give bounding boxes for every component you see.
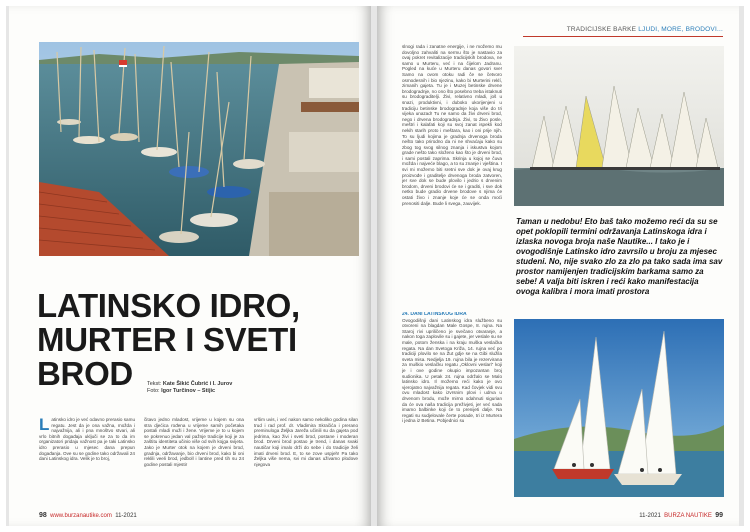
page-number-right: 99 [715, 512, 723, 519]
header-rule [523, 36, 723, 37]
magazine-name: BURZA NAUTIKE [664, 513, 712, 519]
page-number-left: 98 [39, 512, 47, 519]
section-subhead: 24. DANI LATINSKOG IDRA [402, 312, 467, 317]
right-body-text-bottom: Ovogodišnji dani Latinskog idra službeno su otvoreni na blagdan Male Gospe, 8. rujna. Na Staroj rivi upriličeno je svečano otvaranje, a nakon toga zaplovile su i gajete, jer veslale su se male, potom ženska i na kraju muška veslačka regata. Na dan Svetoga Križa, 14. rujna već po tradiciji plovilo se na Žut gdje se na Gibi služila sveta misa. Nedjelja 19. rujna bila je rezervirana za muškio veslačku regatu „Oklovni veslari" koji je i ove godine okupio impozantan broj sudionika. U petak 24. rujna održalo se Malo latinsko idro. Il možemo reći kako je ovo vjerojatno najvažnija regata. Kad čovjek vidi svu ovu mladost kako izvrsnim plovi i udrva u drvenom brodu, može mirno odahnuti sigurian da će ova naša tradicija preživjeti, jer već sada imamo balbinke koji će to prenijeti dalje. Na regati su sudjelovale čerte posade, tri iz Murtera i jedna iz Betina. Pobjednici su [402, 317, 502, 424]
title-line-3: BROD [37, 355, 133, 392]
sailboats-photo [514, 319, 724, 497]
harbor-photo [39, 42, 359, 256]
site-url: www.burzanautike.com [50, 513, 112, 519]
right-body-column-bottom [402, 312, 502, 507]
title-line-2: MURTER I SVETI [37, 321, 297, 358]
body-column-1 [39, 417, 135, 512]
body-column-3 [254, 417, 358, 512]
section-name: TRADICIJSKE BARKE [566, 26, 637, 33]
title-line-1: LATINSKO IDRO, [37, 287, 300, 324]
issue-right: 11-2021 [639, 513, 661, 519]
left-page [9, 6, 371, 526]
text-credit-authors: Kate Šikić Čubrić i I. Jurov [162, 381, 233, 387]
right-folio [639, 512, 723, 519]
body-column-2 [144, 417, 244, 512]
photo-credit-label: Foto: [147, 388, 160, 394]
pull-quote: Taman u nedobu! Eto baš tako možemo reći da su se opet poklopili termini održavanja Latinskoga idra i izlaska novoga broja naše Nautike... I tako je i ovogodišnje Latinsko idro zavrsilo u broju za mjesec studeni. No, nije svako zlo za zlo pa tako sada ima sav prostor namijenjen tradicijskim barkama samo za sebe! A valja biti iskren i reći kako manifestacija ovoga kalibra i mora imati prostora [516, 217, 723, 296]
right-body-column [402, 44, 502, 308]
regatta-photo [514, 46, 724, 206]
body-text-2: čitavo jedno mladost, vrijeme u kojem su ona stra djećica rođena u vrijeme samih početaka postali mladi muži i žene. Vrijeme je to u kojem se pokrenuo jedan val pažnje tradicije koji je za zaštitu identiteta učinio više od svih kojga svijeta. Jako je Murter otok na kojem je drveni brod, gradnja, održavanje, bio drveni brod, kako bi oni reklili veeli brod, jedboll i lantine pred tih su 24 godine postali mjestir [144, 417, 244, 467]
article-title [37, 289, 367, 391]
section-header [567, 26, 723, 33]
text-credit-label: Tekst: [147, 381, 162, 387]
photo-credit-authors: Igor Turčinov – Stijic [161, 388, 216, 394]
body-text-1: atinsko idro je već odavno prerasio samu regatu. Jest da je ona važna, možda i najvažnija, ali i pna mnoštvo stvari, ali vrlo bitnih događaja uključi se za to da im organizatori pridaju važnost pa je taki Latinsko idro prerasio u mjesec dana prepun događanja. Ove su se godine tako održavali 24 dani Latinskog idra. Velik je to broj, [39, 417, 135, 462]
magazine-spread [6, 6, 744, 526]
left-folio [39, 512, 137, 519]
article-credits [147, 381, 232, 395]
section-subtitle: LJUDI, MORE, BRODOVI... [638, 26, 723, 33]
drop-cap: L [39, 417, 50, 434]
right-page [377, 6, 739, 526]
issue-left: 11-2021 [115, 513, 137, 519]
body-text-3: vršim uvis, i već nakon samo nekoliko godina silan trud i rad prof. dr. Vladimira Skračića i prerano preminuloga Željka Jareža učinili su da gajeta pod jedrima, kao živi i sveti brod, postane i moderan brod. Drveni brod postao je trend, i danas svaki nautičar koji imalo drži do sebe i do tradicije želi imati drveni brod. E, to se zove uspjeh! Pa tako Željka više nema, svi mi danas uživamo plodove njegova [254, 417, 358, 467]
right-body-text-top: slnogi rada i zanatne energije, i ne možemo mu dovoljno zahvaliti na sermu što je nastavio za ovaj pokret revitalizacije tradicijskih brodova, ne samo u Murteru, već i na čijelom Jadranu. Pogled na kuće u Murteru danas govori sve! Samo na ovom otoku radi če se četvoro osmodesnih i bio njezinu, kako bi Murterini reklí, zimanih gajeta. Tu je i Muzej betinske drvene brodogradnje, no ono što posebno treba istaknuti su brodograditelji. Živi, relativno mladi, još u snazi, produktivni, i duboko ukorijenjeni u tradiciju betinske brodogradnje koja više do tri vijeka unazad! Tu ne samo da živi drveni brod, nego i drvena brodogradnja. Živi, to Živo posle, meštri i kalafati koji su svoj zanat ispekli kod nekih starih proto i meštara, kao i oni prije njih. To su ljudi kojima je gradnja drvenoga broda nešto tako prirodno da ni ne shvaćaju kako su zbog tog svog silnog znanja i iskustva kojom grade nešto tako složeno kao što je drveni brod, i sami postali zaprima. Skrinja u kojoj se čuva možda i najveće blago, a to su znanje i vještina. I svi mi možemo biti sretni sve dok je ovaj krug proizvođe i graditelje drvenoga broda zatvoren, jer sve dok se bude plovilo i jedrio s drvenim brodom, drveni brodovi će se i graditi, i sve dok netko bude gradio drvene brodove s njima će ostati živo i znanje koje će se onda moći prenositi dalje. Bude li svega, zauvijek. [402, 44, 502, 206]
